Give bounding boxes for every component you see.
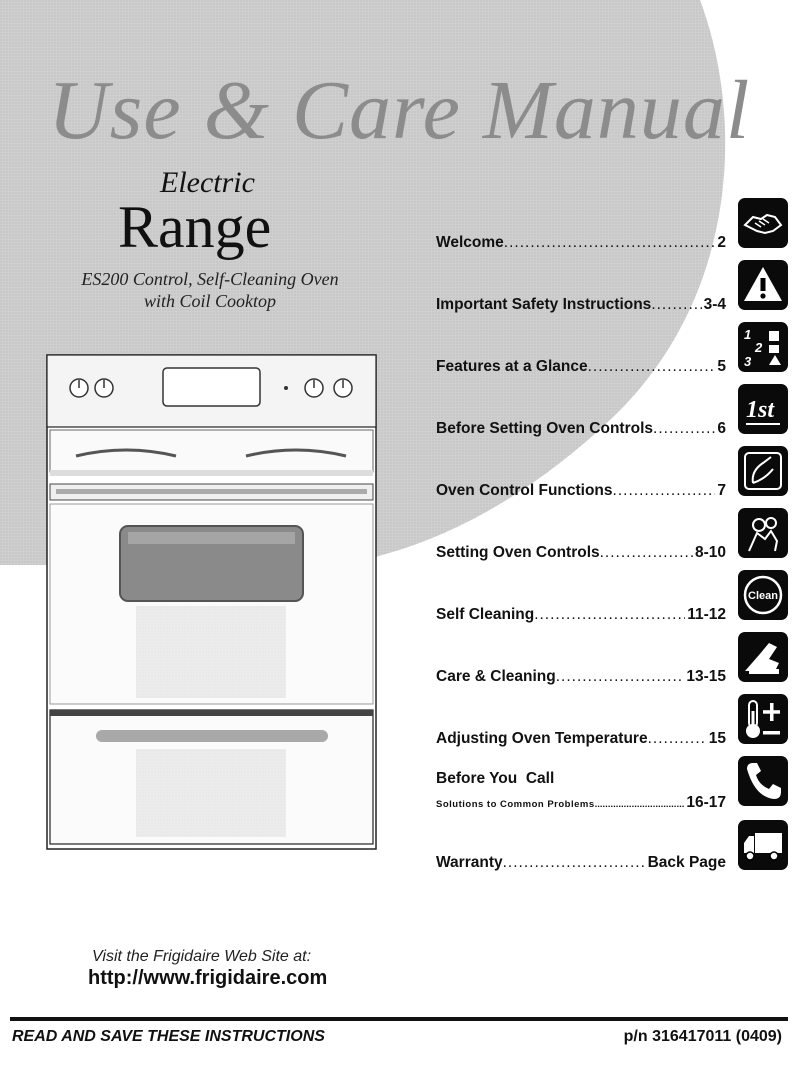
toc-page: 8-10 <box>694 544 726 561</box>
toc-page: 15 <box>708 730 726 747</box>
footer-part-number: p/n 316417011 (0409) <box>623 1028 782 1045</box>
phone-icon <box>738 756 788 806</box>
toc-label: Adjusting Oven Temperature <box>436 730 648 747</box>
footer-rule <box>10 1017 788 1021</box>
toc-page: 6 <box>717 420 726 437</box>
footer-instructions: READ AND SAVE THESE INSTRUCTIONS <box>12 1028 325 1045</box>
toc-label: Warranty <box>436 854 503 871</box>
description-line-2: with Coil Cooktop <box>143 291 276 311</box>
toc-item-features[interactable] <box>436 358 726 382</box>
toc-label: Important Safety Instructions <box>436 296 652 313</box>
toc-label: Oven Control Functions <box>436 482 613 499</box>
first-icon <box>738 384 788 434</box>
toc-item-before-setting[interactable] <box>436 420 726 444</box>
toc-page: 16-17 <box>686 794 726 811</box>
toc-page: Back Page <box>647 854 726 871</box>
toc-label: Features at a Glance <box>436 358 588 375</box>
toc-page: 5 <box>717 358 726 375</box>
leader-dots <box>503 854 646 872</box>
toc-page: 13-15 <box>686 668 726 685</box>
toc-subitem-solutions[interactable] <box>436 794 726 812</box>
svg-text:2: 2 <box>755 340 763 355</box>
manual-title: Use & Care Manual <box>48 64 751 157</box>
toc-item-self-cleaning[interactable] <box>436 606 726 630</box>
toc-item-welcome[interactable] <box>436 234 726 258</box>
leader-dots <box>653 420 715 438</box>
toc-page: 2 <box>717 234 726 251</box>
toc-page: 7 <box>717 482 726 499</box>
cleaning-hand-icon <box>738 632 788 682</box>
clean-icon-text: Clean <box>748 590 778 602</box>
toc-item-warranty[interactable] <box>436 854 726 878</box>
steps-123-icon <box>738 322 788 372</box>
toc-item-control-functions[interactable] <box>436 482 726 506</box>
toc-item-safety[interactable] <box>436 296 726 320</box>
toc-item-before-you-call[interactable] <box>436 770 726 794</box>
toc-label: Before You Call <box>436 770 555 787</box>
description-line-1: ES200 Control, Self-Cleaning Oven <box>81 269 339 289</box>
product-name: Range <box>118 194 272 260</box>
finger-press-icon <box>738 508 788 558</box>
thermometer-icon <box>738 694 788 744</box>
range-illustration <box>46 354 377 850</box>
website-url[interactable]: http://www.frigidaire.com <box>88 967 328 989</box>
first-icon-text: 1st <box>746 397 775 423</box>
product-description <box>60 268 360 312</box>
leader-dots <box>556 668 685 686</box>
truck-icon <box>738 820 788 870</box>
toc-label: Welcome <box>436 234 504 251</box>
handshake-icon <box>738 198 788 248</box>
leader-dots <box>648 730 707 748</box>
toc-sublabel: Solutions to Common Problems <box>436 799 595 810</box>
leader-dots <box>613 482 716 500</box>
leader-dots <box>534 606 685 624</box>
website-intro: Visit the Frigidaire Web Site at: <box>92 948 312 965</box>
touch-pad-icon <box>738 446 788 496</box>
warning-icon <box>738 260 788 310</box>
svg-text:1: 1 <box>744 327 752 342</box>
toc-page: 3-4 <box>703 296 726 313</box>
toc-item-adjusting-temp[interactable] <box>436 730 726 754</box>
toc-label: Setting Oven Controls <box>436 544 600 561</box>
toc-label: Before Setting Oven Controls <box>436 420 654 437</box>
clean-icon <box>738 570 788 620</box>
leader-dots <box>600 544 693 562</box>
leader-dots <box>588 358 716 376</box>
leader-dots <box>651 296 701 314</box>
toc-item-setting-controls[interactable] <box>436 544 726 568</box>
toc-item-care-cleaning[interactable] <box>436 668 726 692</box>
leader-dots <box>595 799 685 810</box>
toc-label: Care & Cleaning <box>436 668 556 685</box>
product-type: Electric <box>160 166 255 199</box>
leader-dots <box>504 234 716 252</box>
toc-label: Self Cleaning <box>436 606 535 623</box>
svg-text:3: 3 <box>744 354 752 369</box>
toc-page: 11-12 <box>687 606 726 623</box>
